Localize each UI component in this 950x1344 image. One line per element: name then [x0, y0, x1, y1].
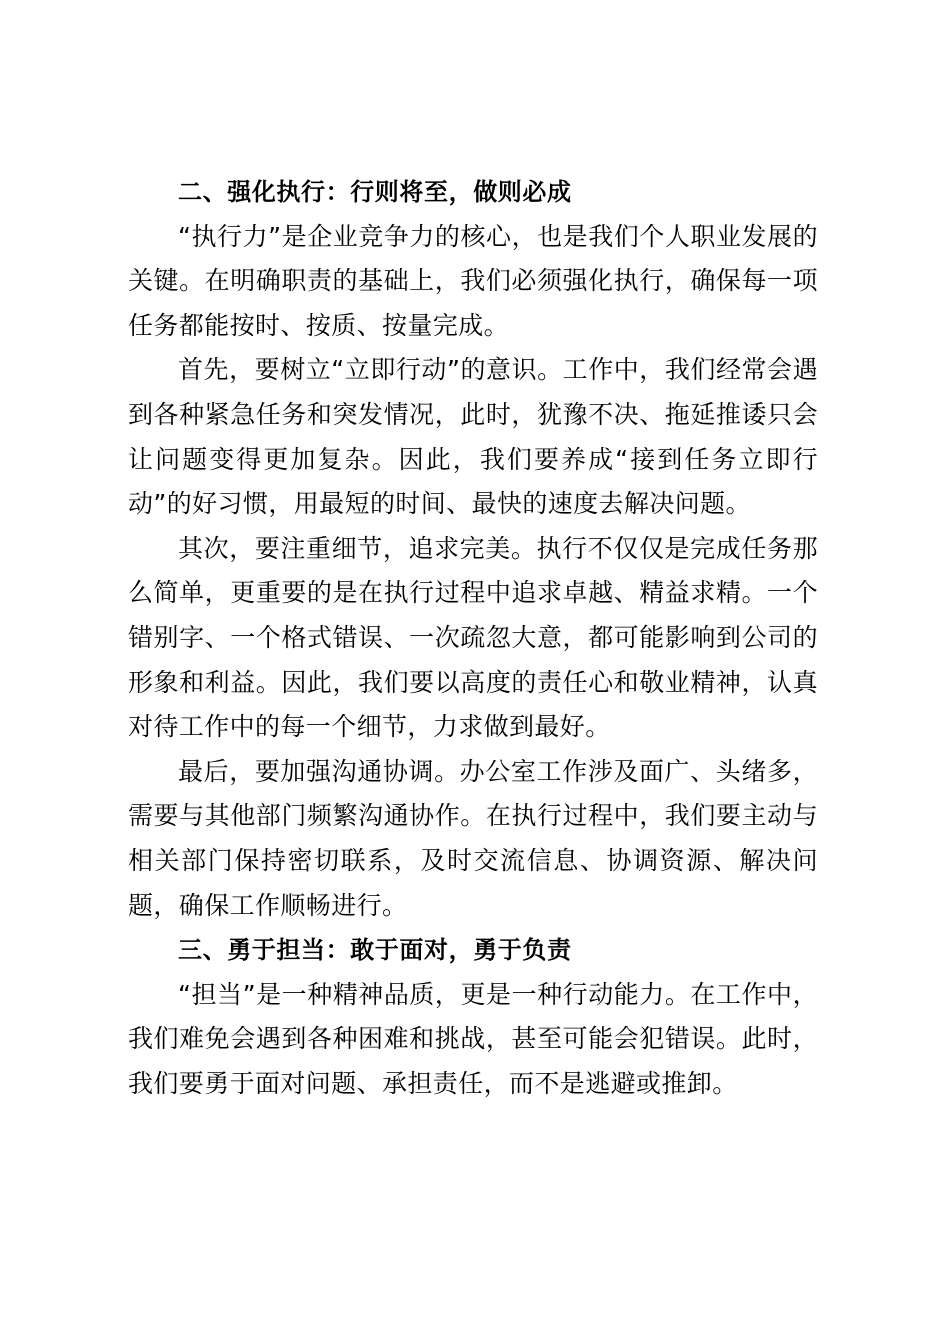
document-body — [128, 170, 818, 1106]
paragraph-execution-intro: “执行力”是企业竞争力的核心，也是我们个人职业发展的关键。在明确职责的基础上，我们必须强化执行，确保每一项任务都能按时、按质、按量完成。 — [128, 221, 818, 340]
paragraph-responsibility-intro: “担当”是一种精神品质，更是一种行动能力。在工作中，我们难免会遇到各种困难和挑战，甚至可能会犯错误。此时，我们要勇于面对问题、承担责任，而不是逃避或推卸。 — [128, 979, 818, 1098]
paragraph-attention-to-detail: 其次，要注重细节，追求完美。执行不仅仅是完成任务那么简单，更重要的是在执行过程中追求卓越、精益求精。一个错别字、一个格式错误、一次疏忽大意，都可能影响到公司的形象和利益。因此，我们要以高度的责任心和敬业精神，认真对待工作中的每一个细节，力求做到最好。 — [128, 533, 818, 742]
paragraph-act-immediately: 首先，要树立“立即行动”的意识。工作中，我们经常会遇到各种紧急任务和突发情况，此时，犹豫不决、拖延推诿只会让问题变得更加复杂。因此，我们要养成“接到任务立即行动”的好习惯，用最短的时间、最快的速度去解决问题。 — [128, 355, 818, 519]
section-heading-execution: 二、强化执行：行则将至，做则必成 — [178, 178, 572, 206]
section-heading-responsibility: 三、勇于担当：敢于面对，勇于负责 — [178, 936, 572, 965]
paragraph-communication: 最后，要加强沟通协调。办公室工作涉及面广、头绪多，需要与其他部门频繁沟通协作。在执行过程中，我们要主动与相关部门保持密切联系，及时交流信息、协调资源、解决问题，确保工作顺畅进行。 — [128, 756, 818, 920]
